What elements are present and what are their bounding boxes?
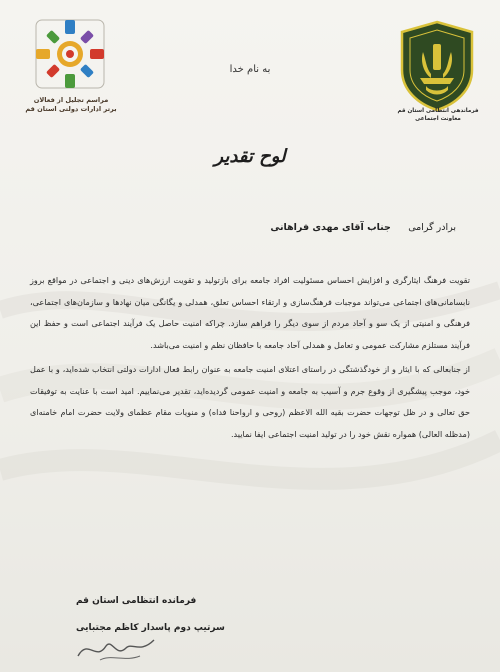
handwritten-signature (70, 628, 160, 668)
invocation-text: به نام خدا (229, 64, 271, 75)
seal-caption-line1: مراسم تجلیل از فعالان (33, 96, 109, 104)
body-paragraph-2: از جنابعالی که با ایثار و از خودگذشتگی در راستای اعتلای امنیت جامعه به عنوان رابط فعال ادارات دولتی انتخاب شده‌اید، و با عمل خود، موجب پیشگیری از وقوع جرم و آسیب به جامعه و امنیت عمومی گردیده‌اید، تقدیر می‌نماییم. امید است با عنایت به توفیقات حق تعالی و در ظل توجهات حضرت بقیه الله الاعظم (روحی و ارواحنا فداه) و منویات مقام عظمای ولایت حضرت امام خامنه‌ای (مدظله العالی) همواره نقش خود را در تولید امنیت اجتماعی ایفا نمایید. (30, 364, 470, 439)
certificate-title: لوح تقدیر (214, 146, 286, 167)
seal-caption (12, 96, 130, 114)
ceremony-seal-logo (30, 14, 110, 94)
signatory-name: سرتیپ دوم پاسدار کاظم مجتبایی (76, 623, 225, 633)
salutation (270, 222, 456, 233)
police-caption (382, 108, 494, 123)
salutation-prefix: برادر گرامی (408, 222, 456, 233)
certificate-body (30, 270, 470, 445)
seal-caption-line2: برتر ادارات دولتی استان قم (25, 104, 117, 113)
recipient-name: جناب آقای مهدی فراهانی (270, 222, 391, 233)
body-paragraph-1: تقویت فرهنگ ایثارگری و افزایش احساس مسئولیت افراد جامعه برای بازتولید و تقویت ارزش‌های دینی و اجتماعی در مواقع بروز نابسامانی‌های اجتماعی می‌تواند موجبات فرهنگ‌سازی و ارتقاء احساس تعلق، همدلی و یگانگی میان نهادها و سازمان‌های اجتماعی، فرهنگی و امنیتی از یک سو و آحاد مردم از سوی دیگر را فراهم سازد. چراکه امنیت حاصل یک فرآیند اجتماعی است و حفظ این فرآیند مستلزم مشارکت عمومی و تعامل و همدلی آحاد جامعه با حافظان نظم و امنیت می‌باشد. (30, 275, 470, 350)
police-caption-line2: معاونت اجتماعی (415, 115, 461, 122)
police-caption-line1: فرماندهی انتظامی استان قم (397, 108, 479, 114)
signatory-title: فرمانده انتظامی استان قم (76, 596, 197, 606)
